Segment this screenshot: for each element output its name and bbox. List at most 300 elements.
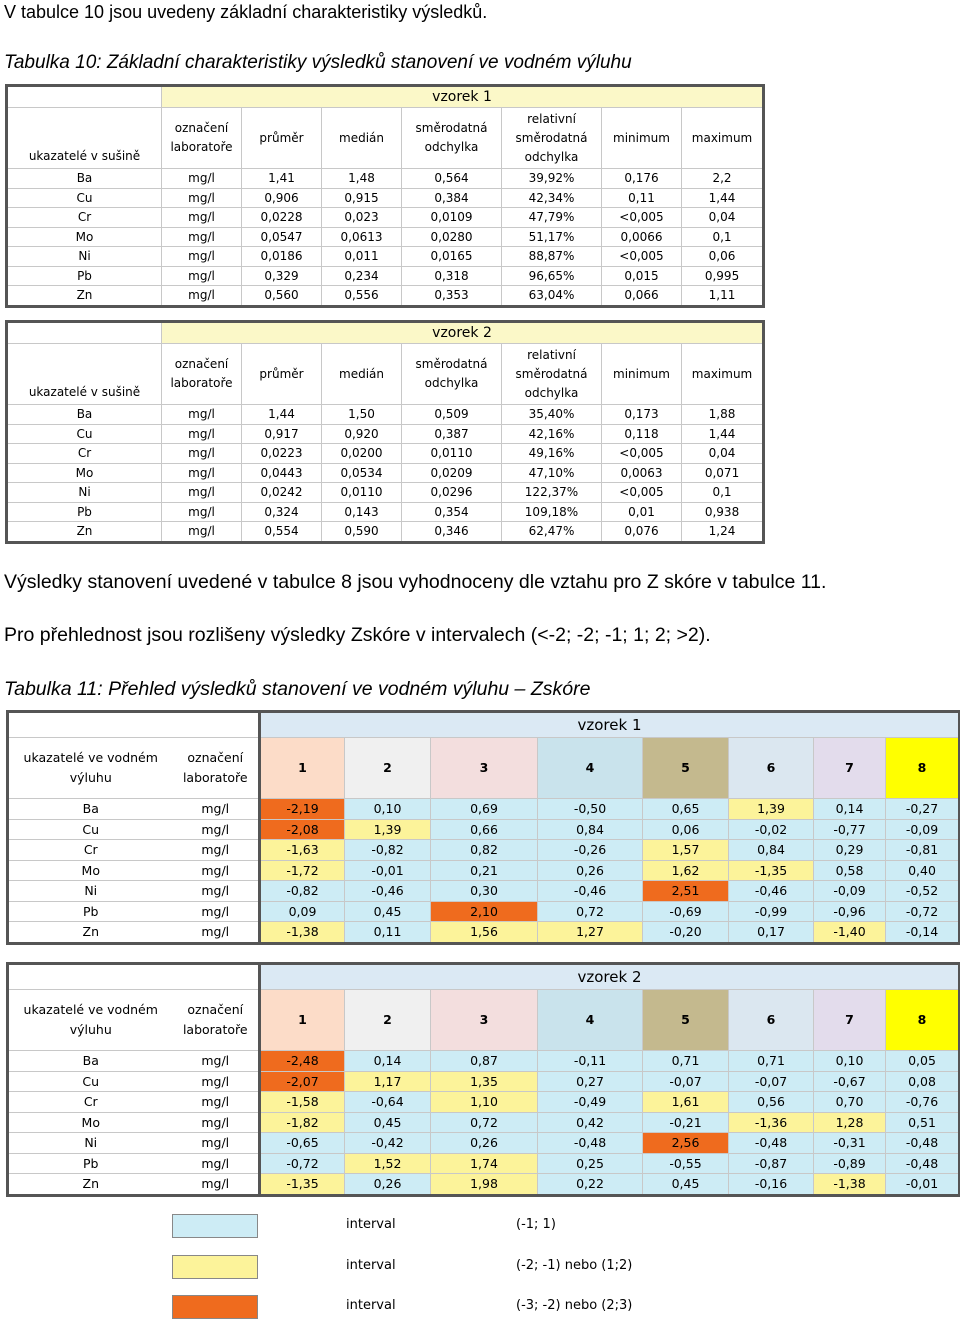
- element-cell: Cu: [8, 819, 173, 840]
- lab-header-4: 4: [538, 990, 643, 1051]
- table-cell: 0,076: [602, 522, 682, 543]
- table-row: [7, 522, 764, 543]
- table-row: [8, 1092, 960, 1113]
- zscore-cell: 0,26: [345, 1174, 431, 1196]
- table-cell: 0,0296: [402, 483, 502, 503]
- table-cell: 42,34%: [502, 188, 602, 208]
- table-cell: 1,24: [682, 522, 764, 543]
- table-row: [7, 188, 764, 208]
- lab-header-6: 6: [729, 990, 814, 1051]
- zscore-cell: -0,09: [814, 881, 886, 902]
- header-row: [7, 344, 764, 405]
- table-row: [7, 208, 764, 228]
- lab-header-6: 6: [729, 738, 814, 799]
- zscore-cell: 0,84: [729, 840, 814, 861]
- element-cell: Cr: [8, 1092, 173, 1113]
- column-header: minimum: [602, 108, 682, 169]
- table-cell: 1,44: [682, 424, 764, 444]
- table-cell: 0,554: [242, 522, 322, 543]
- zscore-cell: -0,67: [814, 1071, 886, 1092]
- zscore-cell: -0,64: [345, 1092, 431, 1113]
- legend-swatch: [172, 1214, 258, 1238]
- zscore-cell: -0,02: [729, 819, 814, 840]
- zscore-cell: 0,72: [538, 901, 643, 922]
- table-cell: 0,384: [402, 188, 502, 208]
- zscore-cell: 0,84: [538, 819, 643, 840]
- table-cell: 47,10%: [502, 463, 602, 483]
- table-cell: 0,023: [322, 208, 402, 228]
- header-row: [8, 990, 960, 1051]
- lab-header-8: 8: [886, 738, 960, 799]
- table-cell: 0,0547: [242, 227, 322, 247]
- column-header: medián: [322, 108, 402, 169]
- zscore-cell: 1,74: [431, 1153, 538, 1174]
- unit-cell: mg/l: [173, 1174, 260, 1196]
- lab-header-1: 1: [260, 738, 345, 799]
- table-cell: 0,1: [682, 227, 764, 247]
- zscore-cell: -1,82: [260, 1112, 345, 1133]
- zscore-cell: 0,66: [431, 819, 538, 840]
- table-cell: 0,995: [682, 266, 764, 286]
- column-header: označení laboratoře: [173, 990, 260, 1051]
- unit-cell: mg/l: [173, 840, 260, 861]
- table-cell: 1,11: [682, 286, 764, 307]
- zscore-cell: -0,31: [814, 1133, 886, 1154]
- table-cell: Ni: [7, 483, 162, 503]
- zscore-cell: -0,72: [260, 1153, 345, 1174]
- table-cell: Mo: [7, 227, 162, 247]
- unit-cell: mg/l: [173, 860, 260, 881]
- column-header: ukazatelé ve vodném výluhu: [8, 990, 173, 1051]
- column-header: ukazatelé ve vodném výluhu: [8, 738, 173, 799]
- zscore-cell: 0,82: [431, 840, 538, 861]
- zscore-cell: -0,42: [345, 1133, 431, 1154]
- element-cell: Ni: [8, 881, 173, 902]
- stat-table-vzorek-1: [5, 84, 765, 308]
- table-cell: 0,118: [602, 424, 682, 444]
- zscore-cell: 0,21: [431, 860, 538, 881]
- table-row: [7, 247, 764, 267]
- zscore-cell: 1,52: [345, 1153, 431, 1174]
- zscore-cell: 0,14: [814, 799, 886, 820]
- table-cell: 0,0280: [402, 227, 502, 247]
- zscore-cell: 0,10: [345, 799, 431, 820]
- legend-label: interval: [346, 1258, 396, 1273]
- table-row: [7, 405, 764, 425]
- zscore-cell: -0,11: [538, 1051, 643, 1072]
- table-cell: mg/l: [162, 483, 242, 503]
- zscore-table-vzorek-1: [6, 710, 960, 945]
- table-cell: 0,560: [242, 286, 322, 307]
- zscore-cell: -0,77: [814, 819, 886, 840]
- corner-cell: [8, 712, 260, 738]
- corner-cell: [7, 322, 162, 344]
- unit-cell: mg/l: [173, 799, 260, 820]
- zscore-cell: -0,48: [886, 1153, 960, 1174]
- table-cell: 0,387: [402, 424, 502, 444]
- table-cell: <0,005: [602, 208, 682, 228]
- table-row: [8, 1112, 960, 1133]
- table-cell: 42,16%: [502, 424, 602, 444]
- table-row: [7, 444, 764, 464]
- zscore-cell: 0,09: [260, 901, 345, 922]
- zscore-cell: -0,48: [886, 1133, 960, 1154]
- zscore-cell: -0,14: [886, 922, 960, 944]
- column-header: maximum: [682, 108, 764, 169]
- element-cell: Cu: [8, 1071, 173, 1092]
- table-cell: 0,0613: [322, 227, 402, 247]
- column-header: ukazatelé v sušině: [7, 344, 162, 405]
- zscore-cell: 0,17: [729, 922, 814, 944]
- table-cell: 0,0109: [402, 208, 502, 228]
- zscore-cell: 0,42: [538, 1112, 643, 1133]
- zscore-cell: 0,26: [538, 860, 643, 881]
- legend-swatch: [172, 1295, 258, 1319]
- zscore-cell: -0,82: [345, 840, 431, 861]
- table-row: [8, 881, 960, 902]
- table-cell: 1,41: [242, 169, 322, 189]
- table-cell: mg/l: [162, 405, 242, 425]
- zscore-cell: 0,14: [345, 1051, 431, 1072]
- table-row: [7, 463, 764, 483]
- title-row: [7, 86, 764, 108]
- table-cell: 88,87%: [502, 247, 602, 267]
- zscore-cell: -0,49: [538, 1092, 643, 1113]
- table-cell: mg/l: [162, 424, 242, 444]
- zscore-cell: -1,72: [260, 860, 345, 881]
- table-cell: 0,917: [242, 424, 322, 444]
- column-header: relativní směrodatná odchylka: [502, 344, 602, 405]
- table-cell: Zn: [7, 286, 162, 307]
- unit-cell: mg/l: [173, 1153, 260, 1174]
- zscore-cell: 0,40: [886, 860, 960, 881]
- table-cell: 2,2: [682, 169, 764, 189]
- table-cell: 0,234: [322, 266, 402, 286]
- zscore-cell: 0,51: [886, 1112, 960, 1133]
- zscore-cell: -1,35: [729, 860, 814, 881]
- lab-header-5: 5: [643, 738, 729, 799]
- table-cell: Ni: [7, 247, 162, 267]
- table-cell: 0,0186: [242, 247, 322, 267]
- table-cell: Ba: [7, 405, 162, 425]
- table-cell: 0,173: [602, 405, 682, 425]
- element-cell: Pb: [8, 901, 173, 922]
- lab-header-2: 2: [345, 990, 431, 1051]
- table-cell: mg/l: [162, 502, 242, 522]
- unit-cell: mg/l: [173, 819, 260, 840]
- column-header: označení laboratoře: [162, 344, 242, 405]
- table-cell: Ba: [7, 169, 162, 189]
- table-cell: mg/l: [162, 444, 242, 464]
- zscore-cell: -0,20: [643, 922, 729, 944]
- table-cell: 122,37%: [502, 483, 602, 503]
- zscore-cell: 0,45: [345, 1112, 431, 1133]
- legend-range: (-1; 1): [516, 1217, 556, 1232]
- unit-cell: mg/l: [173, 1071, 260, 1092]
- table-cell: mg/l: [162, 266, 242, 286]
- table-cell: 0,1: [682, 483, 764, 503]
- zscore-cell: 0,08: [886, 1071, 960, 1092]
- zscore-cell: 0,30: [431, 881, 538, 902]
- table-cell: 0,354: [402, 502, 502, 522]
- table11-caption: Tabulka 11: Přehled výsledků stanovení ve vodném výluhu – Zskóre: [4, 678, 591, 700]
- unit-cell: mg/l: [173, 1133, 260, 1154]
- zscore-cell: -0,76: [886, 1092, 960, 1113]
- table-cell: 0,04: [682, 444, 764, 464]
- table-cell: 39,92%: [502, 169, 602, 189]
- unit-cell: mg/l: [173, 901, 260, 922]
- sample-title: vzorek 2: [260, 964, 960, 990]
- table-cell: 47,79%: [502, 208, 602, 228]
- table-cell: 0,0066: [602, 227, 682, 247]
- table-row: [8, 1153, 960, 1174]
- zscore-cell: 1,62: [643, 860, 729, 881]
- zscore-cell: -1,58: [260, 1092, 345, 1113]
- table-cell: 0,915: [322, 188, 402, 208]
- zscore-cell: -1,38: [814, 1174, 886, 1196]
- table-row: [7, 266, 764, 286]
- table-cell: 63,04%: [502, 286, 602, 307]
- zscore-cell: -0,48: [538, 1133, 643, 1154]
- zscore-cell: -0,72: [886, 901, 960, 922]
- header-row: [7, 108, 764, 169]
- paragraph-1: Výsledky stanovení uvedené v tabulce 8 jsou vyhodnoceny dle vztahu pro Z skóre v tabulce 11.: [4, 571, 827, 593]
- zscore-cell: 0,71: [643, 1051, 729, 1072]
- table-row: [8, 1133, 960, 1154]
- table-cell: 51,17%: [502, 227, 602, 247]
- zscore-cell: -0,01: [345, 860, 431, 881]
- sample-title: vzorek 1: [260, 712, 960, 738]
- table-cell: 0,04: [682, 208, 764, 228]
- table-cell: 0,324: [242, 502, 322, 522]
- zscore-cell: -0,46: [538, 881, 643, 902]
- table-cell: 0,0443: [242, 463, 322, 483]
- sample-title: vzorek 1: [162, 86, 764, 108]
- table-cell: 0,0242: [242, 483, 322, 503]
- table-cell: mg/l: [162, 227, 242, 247]
- column-header: průměr: [242, 344, 322, 405]
- table-cell: mg/l: [162, 247, 242, 267]
- table-cell: <0,005: [602, 247, 682, 267]
- table-cell: 1,50: [322, 405, 402, 425]
- table-cell: 0,0110: [322, 483, 402, 503]
- table-cell: Pb: [7, 266, 162, 286]
- lab-header-5: 5: [643, 990, 729, 1051]
- element-cell: Ba: [8, 799, 173, 820]
- table-cell: mg/l: [162, 522, 242, 543]
- table-cell: 0,0209: [402, 463, 502, 483]
- table-cell: 0,590: [322, 522, 402, 543]
- column-header: relativní směrodatná odchylka: [502, 108, 602, 169]
- corner-cell: [8, 964, 260, 990]
- zscore-table-vzorek-2: [6, 962, 960, 1197]
- zscore-cell: 1,27: [538, 922, 643, 944]
- zscore-cell: -0,01: [886, 1174, 960, 1196]
- column-header: medián: [322, 344, 402, 405]
- table-cell: Cu: [7, 424, 162, 444]
- zscore-cell: -2,19: [260, 799, 345, 820]
- zscore-cell: -0,81: [886, 840, 960, 861]
- table-cell: <0,005: [602, 483, 682, 503]
- sample-title: vzorek 2: [162, 322, 764, 344]
- table-cell: 0,0223: [242, 444, 322, 464]
- zscore-cell: 0,26: [431, 1133, 538, 1154]
- unit-cell: mg/l: [173, 1051, 260, 1072]
- lab-header-7: 7: [814, 738, 886, 799]
- zscore-cell: 0,45: [345, 901, 431, 922]
- lab-header-8: 8: [886, 990, 960, 1051]
- table-row: [8, 1174, 960, 1196]
- table-cell: 0,0165: [402, 247, 502, 267]
- table-row: [7, 169, 764, 189]
- zscore-cell: 0,06: [643, 819, 729, 840]
- table-cell: 0,01: [602, 502, 682, 522]
- zscore-cell: -0,46: [729, 881, 814, 902]
- zscore-cell: -0,48: [729, 1133, 814, 1154]
- zscore-cell: -2,48: [260, 1051, 345, 1072]
- zscore-cell: 0,25: [538, 1153, 643, 1174]
- table-cell: 0,0110: [402, 444, 502, 464]
- zscore-cell: -1,38: [260, 922, 345, 944]
- table-cell: 0,906: [242, 188, 322, 208]
- zscore-cell: 1,56: [431, 922, 538, 944]
- table-cell: Cr: [7, 208, 162, 228]
- table-row: [8, 799, 960, 820]
- column-header: označení laboratoře: [173, 738, 260, 799]
- table-row: [8, 1071, 960, 1092]
- title-row: [8, 964, 960, 990]
- table-row: [8, 1051, 960, 1072]
- zscore-cell: -2,07: [260, 1071, 345, 1092]
- table-cell: 0,015: [602, 266, 682, 286]
- zscore-cell: 0,58: [814, 860, 886, 881]
- header-row: [8, 738, 960, 799]
- column-header: směrodatná odchylka: [402, 108, 502, 169]
- table-cell: Zn: [7, 522, 162, 543]
- zscore-cell: -0,07: [643, 1071, 729, 1092]
- element-cell: Pb: [8, 1153, 173, 1174]
- table-cell: 62,47%: [502, 522, 602, 543]
- zscore-cell: 0,71: [729, 1051, 814, 1072]
- table-cell: 0,06: [682, 247, 764, 267]
- table-cell: mg/l: [162, 169, 242, 189]
- element-cell: Zn: [8, 1174, 173, 1196]
- intro-text: V tabulce 10 jsou uvedeny základní charakteristiky výsledků.: [4, 2, 488, 22]
- zscore-cell: 0,29: [814, 840, 886, 861]
- title-row: [7, 322, 764, 344]
- table-cell: 0,353: [402, 286, 502, 307]
- table-row: [7, 227, 764, 247]
- stat-table-vzorek-2: [5, 320, 765, 544]
- zscore-cell: 0,56: [729, 1092, 814, 1113]
- zscore-cell: -0,65: [260, 1133, 345, 1154]
- zscore-cell: -0,21: [643, 1112, 729, 1133]
- zscore-cell: 1,57: [643, 840, 729, 861]
- zscore-cell: 2,10: [431, 901, 538, 922]
- table-cell: mg/l: [162, 208, 242, 228]
- zscore-cell: 1,10: [431, 1092, 538, 1113]
- table-cell: 35,40%: [502, 405, 602, 425]
- element-cell: Ni: [8, 1133, 173, 1154]
- zscore-cell: -2,08: [260, 819, 345, 840]
- table-row: [7, 286, 764, 307]
- table-cell: 1,48: [322, 169, 402, 189]
- lab-header-3: 3: [431, 990, 538, 1051]
- zscore-cell: 2,51: [643, 881, 729, 902]
- zscore-cell: 0,10: [814, 1051, 886, 1072]
- table-cell: 0,11: [602, 188, 682, 208]
- zscore-cell: -0,50: [538, 799, 643, 820]
- lab-header-4: 4: [538, 738, 643, 799]
- table-cell: Cu: [7, 188, 162, 208]
- zscore-cell: -0,99: [729, 901, 814, 922]
- zscore-cell: -0,82: [260, 881, 345, 902]
- unit-cell: mg/l: [173, 1112, 260, 1133]
- zscore-cell: -0,87: [729, 1153, 814, 1174]
- table-cell: 0,011: [322, 247, 402, 267]
- table-row: [7, 502, 764, 522]
- zscore-cell: 1,39: [729, 799, 814, 820]
- zscore-cell: -0,09: [886, 819, 960, 840]
- title-row: [8, 712, 960, 738]
- table-row: [8, 901, 960, 922]
- table-row: [8, 922, 960, 944]
- element-cell: Mo: [8, 860, 173, 881]
- table-cell: 49,16%: [502, 444, 602, 464]
- zscore-cell: 0,69: [431, 799, 538, 820]
- table-cell: 0,0063: [602, 463, 682, 483]
- table-row: [8, 860, 960, 881]
- column-header: označení laboratoře: [162, 108, 242, 169]
- element-cell: Zn: [8, 922, 173, 944]
- column-header: směrodatná odchylka: [402, 344, 502, 405]
- table-cell: 0,564: [402, 169, 502, 189]
- zscore-cell: -0,69: [643, 901, 729, 922]
- table-row: [7, 424, 764, 444]
- table-row: [8, 840, 960, 861]
- table-cell: 0,0534: [322, 463, 402, 483]
- table-cell: mg/l: [162, 286, 242, 307]
- zscore-cell: -0,52: [886, 881, 960, 902]
- zscore-cell: 1,39: [345, 819, 431, 840]
- zscore-cell: -0,96: [814, 901, 886, 922]
- zscore-cell: 2,56: [643, 1133, 729, 1154]
- table10-caption: Tabulka 10: Základní charakteristiky výsledků stanovení ve vodném výluhu: [4, 52, 632, 73]
- table-cell: 0,071: [682, 463, 764, 483]
- element-cell: Ba: [8, 1051, 173, 1072]
- zscore-cell: -0,07: [729, 1071, 814, 1092]
- table-cell: 0,0200: [322, 444, 402, 464]
- zscore-cell: -0,89: [814, 1153, 886, 1174]
- zscore-cell: -1,36: [729, 1112, 814, 1133]
- zscore-cell: 0,45: [643, 1174, 729, 1196]
- table-row: [8, 819, 960, 840]
- table-cell: mg/l: [162, 188, 242, 208]
- zscore-cell: -1,35: [260, 1174, 345, 1196]
- zscore-cell: -0,55: [643, 1153, 729, 1174]
- table-cell: 1,44: [682, 188, 764, 208]
- table-cell: 0,143: [322, 502, 402, 522]
- table-cell: Cr: [7, 444, 162, 464]
- table-cell: 0,938: [682, 502, 764, 522]
- element-cell: Cr: [8, 840, 173, 861]
- zscore-cell: 0,65: [643, 799, 729, 820]
- table-cell: 0,176: [602, 169, 682, 189]
- lab-header-3: 3: [431, 738, 538, 799]
- unit-cell: mg/l: [173, 922, 260, 944]
- table-cell: <0,005: [602, 444, 682, 464]
- paragraph-2: Pro přehlednost jsou rozlišeny výsledky Zskóre v intervalech (<-2; -2; -1; 1; 2; >2).: [4, 624, 711, 646]
